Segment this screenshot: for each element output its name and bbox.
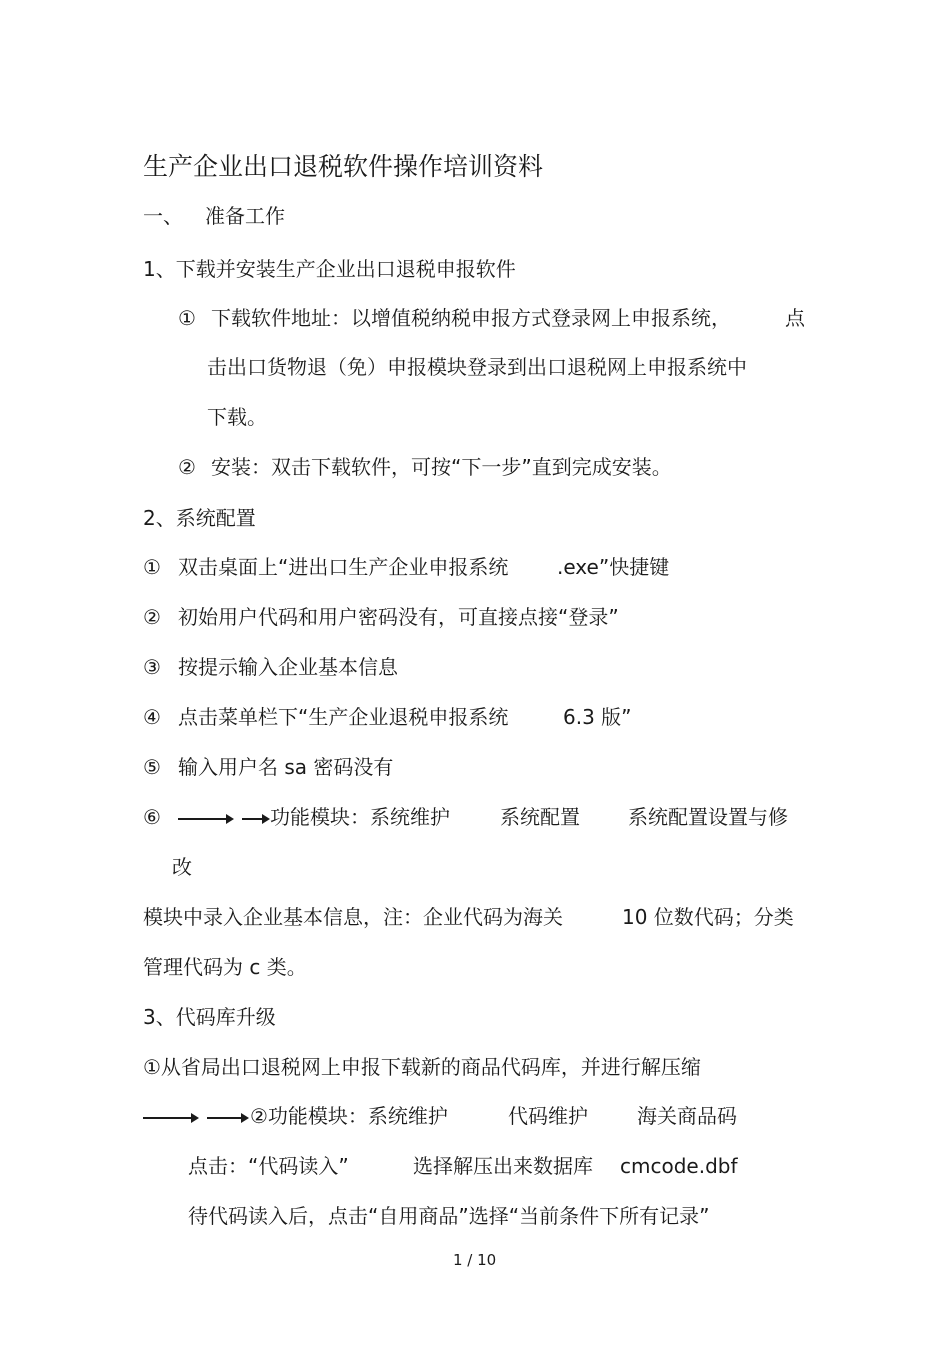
item3-line2-b: 代码维护: [508, 1104, 588, 1128]
item2-note-line1: 模块中录入企业基本信息，注：企业代码为海关: [143, 905, 563, 929]
item3-heading: 3、代码库升级: [143, 1005, 276, 1029]
item2-s1-text-end: .exe”快捷键: [557, 555, 670, 579]
item3-line2-c: 海关商品码: [637, 1104, 737, 1128]
item1-sub2-number: ②: [178, 455, 196, 479]
item1-sub1-line1-end: 点: [785, 306, 805, 330]
page-number: 1 / 10: [453, 1251, 497, 1269]
item1-sub1-line2: 击出口货物退（免）申报模块登录到出口退税网上申报系统中: [207, 355, 747, 379]
item2-s5-number: ⑤: [143, 755, 161, 779]
item2-s5-text: 输入用户名 sa 密码没有: [178, 755, 394, 779]
item3-line4: 待代码读入后，点击“自用商品”选择“当前条件下所有记录”: [188, 1204, 710, 1228]
item3-line3-b: 选择解压出来数据库: [413, 1154, 593, 1178]
item2-heading: 2、系统配置: [143, 506, 256, 530]
item3-line1: ①从省局出口退税网上申报下载新的商品代码库，并进行解压缩: [143, 1055, 701, 1079]
item2-s6-text-b: 系统配置: [500, 805, 580, 829]
item2-s4-number: ④: [143, 705, 161, 729]
item2-s6-text-d: 改: [172, 855, 192, 879]
item2-s2-text: 初始用户代码和用户密码没有，可直接点接“登录”: [178, 605, 619, 629]
arrow-icon: [242, 818, 268, 820]
section-heading: 准备工作: [205, 204, 285, 228]
item3-arrows: [143, 1104, 249, 1128]
item1-sub1-line1: 下载软件地址：以增值税纳税申报方式登录网上申报系统，: [211, 306, 731, 330]
item2-s2-number: ②: [143, 605, 161, 629]
arrow-icon: [207, 1117, 247, 1119]
item1-sub2-text: 安装：双击下载软件，可按“下一步”直到完成安装。: [211, 455, 672, 479]
item2-s3-text: 按提示输入企业基本信息: [178, 655, 398, 679]
item3-line3-a: 点击：“代码读入”: [188, 1154, 349, 1178]
document-title: 生产企业出口退税软件操作培训资料: [143, 152, 544, 181]
section-number: 一、: [143, 204, 183, 228]
item2-s6-number: ⑥: [143, 805, 161, 829]
item2-s4-text: 点击菜单栏下“生产企业退税申报系统: [178, 705, 509, 729]
item2-s1-text: 双击桌面上“进出口生产企业申报系统: [178, 555, 509, 579]
item2-s6-text-a: 功能模块：系统维护: [270, 805, 450, 829]
item2-note-line2: 管理代码为 c 类。: [143, 955, 307, 979]
item3-line2-a: ②功能模块：系统维护: [250, 1104, 448, 1128]
item2-s1-number: ①: [143, 555, 161, 579]
item2-s6-text-c: 系统配置设置与修: [628, 805, 788, 829]
item2-s3-number: ③: [143, 655, 161, 679]
item2-s4-text-end: 6.3 版”: [563, 705, 632, 729]
arrow-icon: [143, 1117, 197, 1119]
item2-note-line1-end: 10 位数代码；分类: [622, 905, 794, 929]
item2-s6-arrows: [178, 805, 270, 829]
item1-heading: 1、下载并安装生产企业出口退税申报软件: [143, 257, 516, 281]
item1-sub1-line3: 下载。: [207, 405, 267, 429]
item3-line3-c: cmcode.dbf: [620, 1154, 738, 1178]
arrow-icon: [178, 818, 232, 820]
item1-sub1-number: ①: [178, 306, 196, 330]
